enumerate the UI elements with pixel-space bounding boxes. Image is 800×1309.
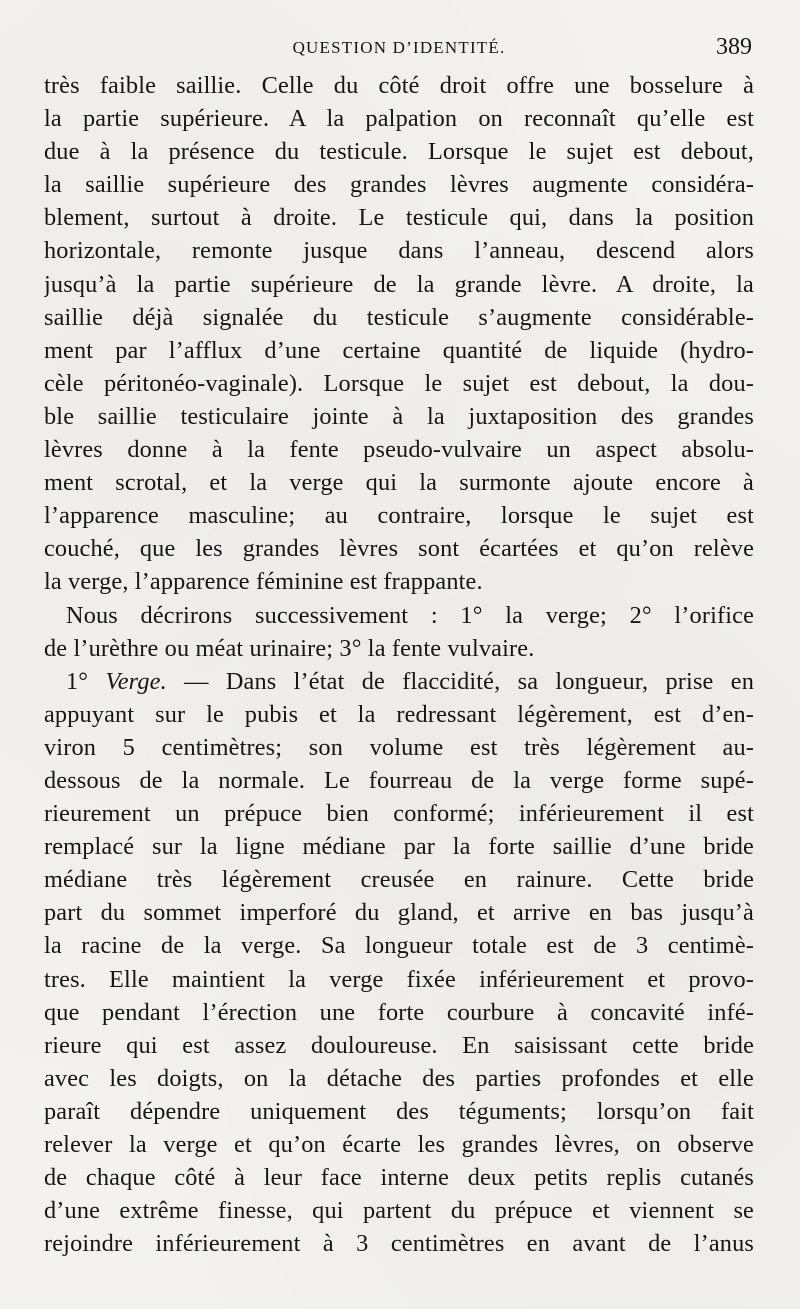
text-line: lèvres donne à la fente pseudo-vulvaire un aspect absolu- [44,436,754,464]
text-line: blement, surtout à droite. Le testicule qui, dans la position [44,204,754,232]
paragraph-2 [44,599,754,665]
text-line: horizontale, remonte jusque dans l’anneau, descend alors [44,237,754,265]
text-line: rejoindre inférieurement à 3 centimètres en avant de l’anus [44,1230,754,1258]
text-line: cèle péritonéo-vaginale). Lorsque le sujet est debout, la dou- [44,369,754,397]
text-line: ment scrotal, et la verge qui la surmonte ajoute encore à [44,469,754,497]
text-line: relever la verge et qu’on écarte les grandes lèvres, on observe [44,1131,754,1158]
text-line: ment par l’afflux d’une certaine quantité de liquide (hydro- [44,336,754,364]
text-line: ble saillie testiculaire jointe à la juxtaposition des grandes [44,402,754,430]
text-line: couché, que les grandes lèvres sont écartées et qu’on relève [44,535,754,563]
paragraph-3 [44,665,754,1261]
text-line: la saillie supérieure des grandes lèvres augmente considéra- [44,171,754,199]
text-line: appuyant sur le pubis et la redressant légèrement, est d’en- [44,700,754,728]
text-line: paraît dépendre uniquement des téguments; lorsqu’on fait [44,1097,754,1125]
text-line: d’une extrême finesse, qui partent du prépuce et viennent se [44,1197,754,1225]
text-line: dessous de la normale. Le fourreau de la verge forme supé- [44,766,754,794]
text-line: due à la présence du testicule. Lorsque le sujet est debout, [44,138,754,166]
text-line: remplacé sur la ligne médiane par la forte saillie d’une bride [44,833,754,861]
page-number: 389 [716,34,752,60]
text-line: tres. Elle maintient la verge fixée inférieurement et provo- [44,965,754,993]
text-line: Nous décrirons successivement : 1° la verge; 2° l’orifice [66,601,754,629]
text-line: très faible saillie. Celle du côté droit offre une bosselure à [44,72,754,99]
paragraph-1 [44,69,754,599]
body-text [44,69,754,1260]
text-line: médiane très légèrement creusée en rainure. Cette bride [44,866,754,894]
text-line: part du sommet imperforé du gland, et arrive en bas jusqu’à [44,899,754,927]
text-line: viron 5 centimètres; son volume est très légèrement au- [44,733,754,761]
text-line: de chaque côté à leur face interne deux petits replis cutanés [44,1164,754,1192]
text-line: de l’urèthre ou méat urinaire; 3° la fente vulvaire. [44,634,535,662]
text-line: avec les doigts, on la détache des parties profondes et elle [44,1064,754,1092]
section-number: 1° [66,667,89,695]
text-line: la partie supérieure. A la palpation on reconnaît qu’elle est [44,105,754,133]
text-line: jusqu’à la partie supérieure de la grande lèvre. A droite, la [44,270,754,298]
text-line: l’apparence masculine; au contraire, lorsque le sujet est [44,502,754,530]
section-heading-line [44,665,754,698]
running-head [44,34,754,66]
text-line: la racine de la verge. Sa longueur totale est de 3 centimè- [44,932,754,960]
text-line: rieurement un prépuce bien conformé; inférieurement il est [44,800,754,828]
text-line: saillie déjà signalée du testicule s’augmente considérable- [44,303,754,331]
text-line: la verge, l’apparence féminine est frappante. [44,568,483,596]
running-title: QUESTION D’IDENTITÉ. [292,38,506,57]
text-line: rieure qui est assez douloureuse. En saisissant cette bride [44,1031,754,1059]
heading-line-text: — Dans l’état de flaccidité, sa longueur, prise en [166,667,754,695]
text-line: que pendant l’érection une forte courbure à concavité infé- [44,998,754,1026]
section-title: Verge. [105,667,167,695]
